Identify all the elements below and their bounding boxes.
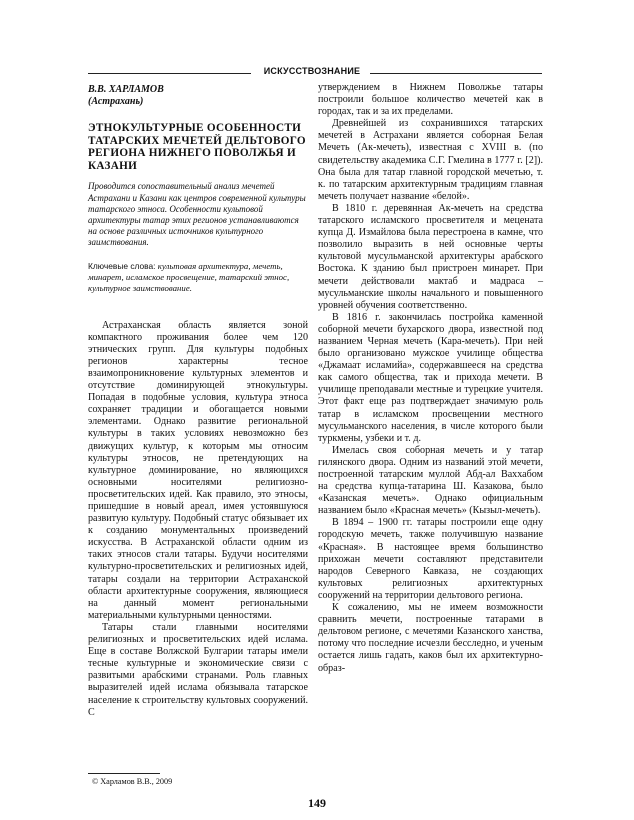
paragraph: Имелась своя соборная мечеть и у татар гилянского двора. Одним из названий этой мечети, построенной татарским муллой Абд-ал Ваххабом на средства купца-татарина Ш. Казакова, было «Казанская мечеть». Однако официальным названием было «Красная мечеть» (Кызыл-мечеть). [318, 444, 543, 517]
keywords [88, 261, 308, 294]
paragraph: Татары стали главными носителями религиозных и просветительских идей ислама. Еще в составе Волжской Булгарии татары имели тесные культурные и экономические связи с развитыми арабскими странами. Роль главных выразителей идей ислама обязывала татарское население к строительству культовых сооружений. С [88, 621, 308, 718]
section-title: ИСКУССТВОЗНАНИЕ [263, 66, 361, 76]
paragraph: утверждением в Нижнем Поволжье татары построили большое количество мечетей как в городах, так и за их пределами. [318, 82, 543, 118]
left-column [88, 84, 308, 719]
paragraph: Древнейшей из сохранившихся татарских мечетей в Астрахани является соборная Белая Мечеть (Ак-мечеть), известная с XVIII в. (по свидетельству академика С.Г. Гмелина в 1777 г. [2]). Она была для татар главной городской мечетью, т. к. по татарским архитектурным традициям главная мечеть получает название «белой». [318, 118, 543, 202]
abstract: Проводится сопоставительный анализ мечетей Астрахани и Казани как центров современной культуры татарского этноса. Особенности культовой архитектуры татар этих регионов устанавливаются на основе различных источников культурного заимствования. [88, 181, 306, 248]
paragraph: В 1816 г. закончилась постройка каменной соборной мечети бухарского двора, известной под названием Черная мечеть (Кара-мечеть). При ней было организовано мужское училище общества «Джамаат исламийа», содержавшееся на средства как самого общества, так и прихода мечети. В училище преподавали местные и турецкие учителя. Этот факт еще раз подтверждает значимую роль татар в исламском просвещении местного мусульманского населения, в числе которого были туркмены, узбеки и т. д. [318, 311, 543, 444]
paragraph: К сожалению, мы не имеем возможности сравнить мечети, построенные татарами в дельтовом регионе, с мечетями Казанского ханства, потому что последние исчезли бесследно, и ученым остается лишь гадать, каков был их архитектурно-образ- [318, 602, 543, 674]
keywords-label: Ключевые слова: [88, 260, 156, 271]
paragraph: В 1810 г. деревянная Ак-мечеть на средства татарского исламского просветителя и мецената купца Д. Измайлова была перестроена в камне, что позволило выразить в ней основные черты культовой мусульманской архитектуры арабского Востока. К зданию был пристроен минарет. При мечети действовали мактаб и мадраса – мусульманские школы начального и повышенного уровней обучения соответственно. [318, 202, 543, 311]
header-rule-left [88, 73, 251, 74]
keywords-text: культовая архитектура, мечеть, минарет, исламское просвещение, татарский этнос, культурное заимствование. [88, 260, 290, 293]
copyright-footnote: © Харламов В.В., 2009 [92, 777, 173, 786]
paragraph: В 1894 – 1900 гг. татары построили еще одну городскую мечеть, также получившую название «Красная». В настоящее время большинство прихожан мечети составляют представители народов Северного Кавказа, не создающих культовых религиозных архитектурных сооружений на территории дельтового региона. [318, 517, 543, 601]
article-title: ЭТНОКУЛЬТУРНЫЕ ОСОБЕННОСТИ ТАТАРСКИХ МЕЧЕТЕЙ ДЕЛЬТОВОГО РЕГИОНА НИЖНЕГО ПОВОЛЖЬЯ И КАЗАНИ [88, 122, 306, 172]
author-affiliation: (Астрахань) [88, 96, 144, 107]
page-number: 149 [308, 796, 326, 810]
header-rule-right [370, 73, 542, 74]
footnote-rule [88, 773, 160, 774]
author-name: В.В. ХАРЛАМОВ [88, 84, 164, 95]
paragraph: Астраханская область является зоной компактного проживания более чем 120 этнических групп. Для культуры подобных регионов характерны тесное взаимопроникновение культурных элементов и отсутствие доминирующей этнокультуры. Попадая в подобные условия, культура этноса сохраняет традиции и обогащается новыми элементами. Однако развитие региональной культуры в таких условиях невозможно без движущих культур, к которым мы относим культуры этносов, не претендующих на культурное доминирование, но являющихся основными носителями религиозно-просветительских идей. Как правило, это этносы, пришедшие в новый ареал, имея устоявшуюся развитую культуру. Подобный статус обязывает их к созданию монументальных произведений искусства. В Астраханской области одним из таких этносов стали татары. Будучи носителями культурно-просветительских и религиозных идей, татары создали на территории Астраханской области архитектурные сооружения, являющиеся на данный момент региональными материальными культурными ценностями. [88, 319, 308, 621]
right-column [318, 82, 543, 675]
